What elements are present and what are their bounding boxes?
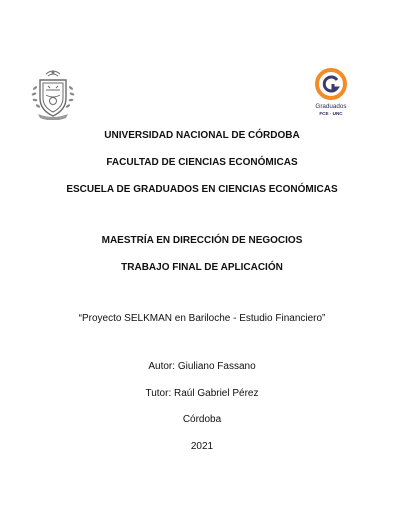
faculty-name: FACULTAD DE CIENCIAS ECONÓMICAS (106, 157, 298, 168)
year: 2021 (190, 441, 214, 452)
university-seal-logo (28, 68, 78, 120)
graduados-label: Graduados (315, 103, 347, 110)
graduados-sublabel: FCE · UNC (319, 111, 343, 116)
work-type: TRABAJO FINAL DE APLICACIÓN (121, 262, 283, 273)
graduados-fce-unc-logo (308, 66, 354, 122)
author-line: Autor: Giuliano Fassano (148, 361, 256, 372)
tutor-line: Tutor: Raúl Gabriel Pérez (145, 388, 259, 399)
degree-name: MAESTRÍA EN DIRECCIÓN DE NEGOCIOS (101, 235, 303, 246)
school-name: ESCUELA DE GRADUADOS EN CIENCIAS ECONÓMICAS (66, 184, 338, 195)
project-title: “Proyecto SELKMAN en Bariloche - Estudio Financiero” (78, 313, 326, 324)
city: Córdoba (182, 414, 222, 425)
university-name: UNIVERSIDAD NACIONAL DE CÓRDOBA (104, 130, 300, 141)
